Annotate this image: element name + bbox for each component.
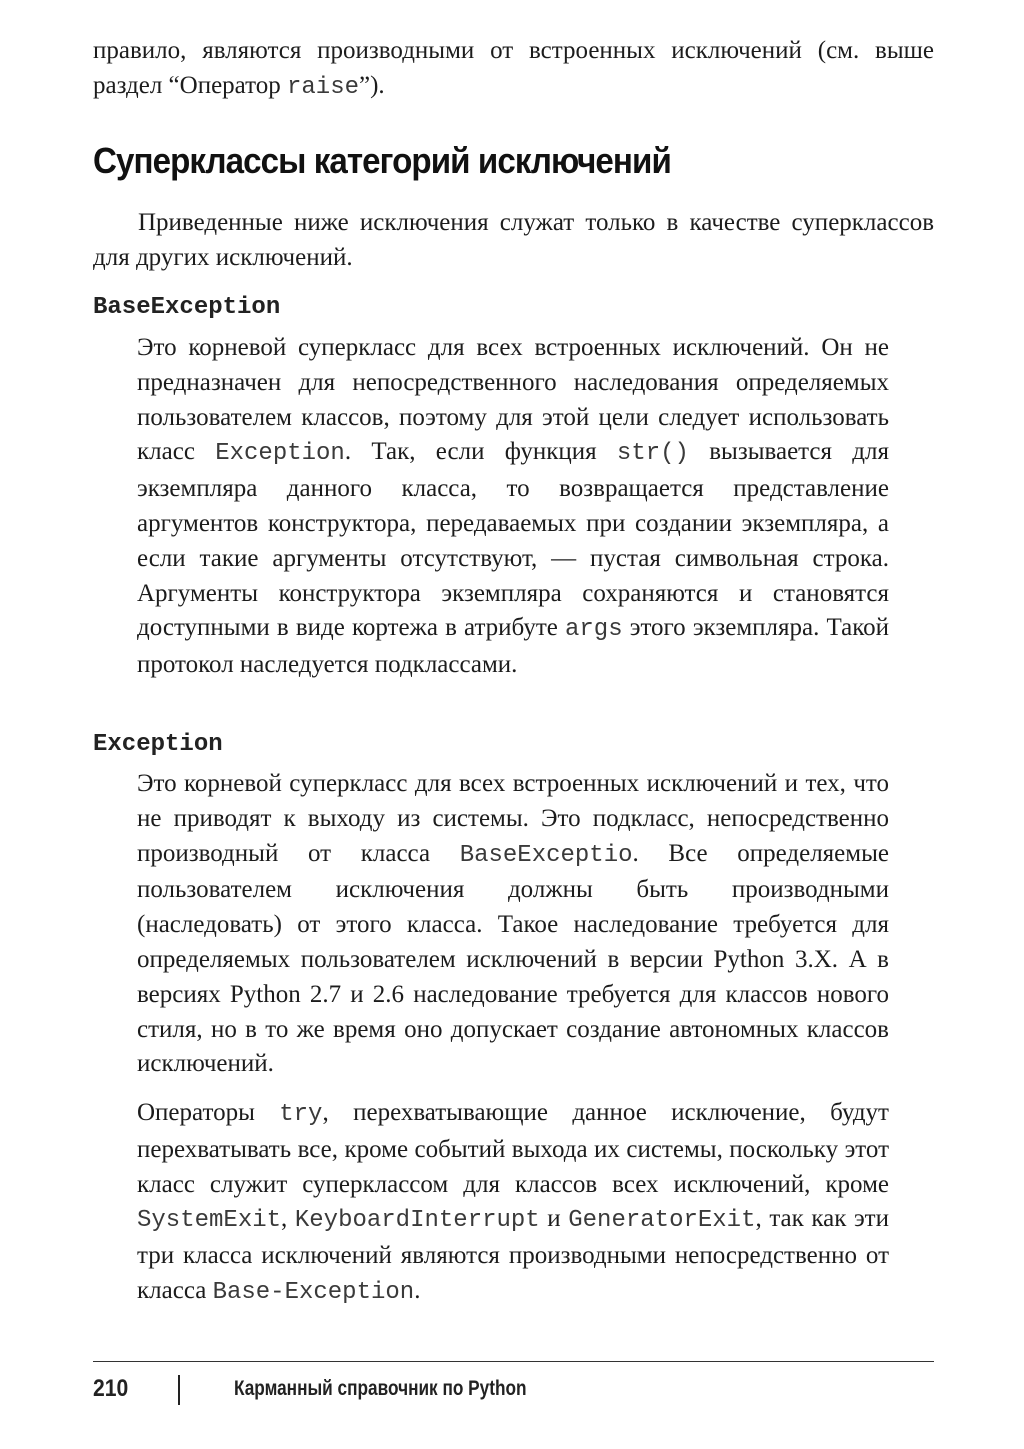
definition-exception-continued [137,1096,889,1311]
inline-code: SystemExit [137,1207,282,1235]
definition-text: , так как эти три класса исключений являются производными непосредственно от класса [137,1205,889,1304]
definition-text: Это корневой суперкласс для всех встроенных исключений и тех, что не приводят к выходу из системы. Это подкласс, непосредственно производный от класса [137,770,889,867]
inline-code: GeneratorExit [568,1207,756,1235]
section-lead-paragraph: Приведенные ниже исключения служат только в качестве суперклассов для других исключений. [93,209,934,271]
definition-text: и [539,1205,569,1233]
intro-text: правило, являются производными от встроенных исключений (см. выше раздел “Оператор [93,37,934,99]
footer-divider [93,1361,934,1362]
intro-text-end: ”). [359,71,385,99]
running-footer-title: Карманный справочник по Python [234,1377,527,1400]
inline-code: Base-Exception [212,1278,415,1306]
definition-text: этого экземпляра. Такой протокол наследуется подклассами. [137,614,889,679]
intro-paragraph [93,34,934,106]
footer-separator [178,1375,180,1405]
definition-baseexception [137,331,889,683]
term-baseexception: BaseException [93,294,281,321]
intro-code-raise: raise [286,73,359,101]
inline-code: BaseExceptio [459,841,633,869]
section-heading: Суперклассы категорий исключений [93,140,671,181]
definition-exception [137,767,889,1082]
definition-text: . Все определяемые пользователем исключения должны быть производными (наследовать) от этого класса. Такое наследование требуется для определяемых пользователем исключений в версии Python 3.X. А в версиях Python 2.7 и 2.6 наследование требуется для классов нового стиля, но в то же время оно допускает создание автономных классов исключений. [137,839,889,1078]
definition-text: Это корневой суперкласс для всех встроенных исключений. Он не предназначен для непосредственного наследования определяемых пользователем классов, поэтому для этой цели следует использовать класс [137,334,889,466]
inline-code: KeyboardInterrupt [294,1207,540,1235]
inline-code: Exception [215,440,345,468]
definition-text: . Так, если функция [344,438,617,466]
inline-code: str() [616,440,689,468]
definition-text: . [414,1276,421,1304]
definition-text: вызывается для экземпляра данного класса, то возвращается представление аргументов конструктора, передаваемых при создании экземпляра, а если такие аргументы отсутствуют, — пустая символьная строка. Аргументы конструктора экземпляра сохраняются и становятся доступными в виде кортежа в атрибуте [137,438,889,642]
page-number: 210 [93,1375,129,1402]
inline-code: try [279,1101,323,1128]
inline-code: args [564,616,623,644]
term-exception: Exception [93,731,223,758]
definition-text: Операторы [137,1099,280,1126]
definition-text: , перехватывающие данное исключение, будут перехватывать все, кроме событий выхода их системы, поскольку этот класс служит суперклассом для классов всех исключений, кроме [137,1099,889,1198]
definition-text: , [281,1205,295,1233]
